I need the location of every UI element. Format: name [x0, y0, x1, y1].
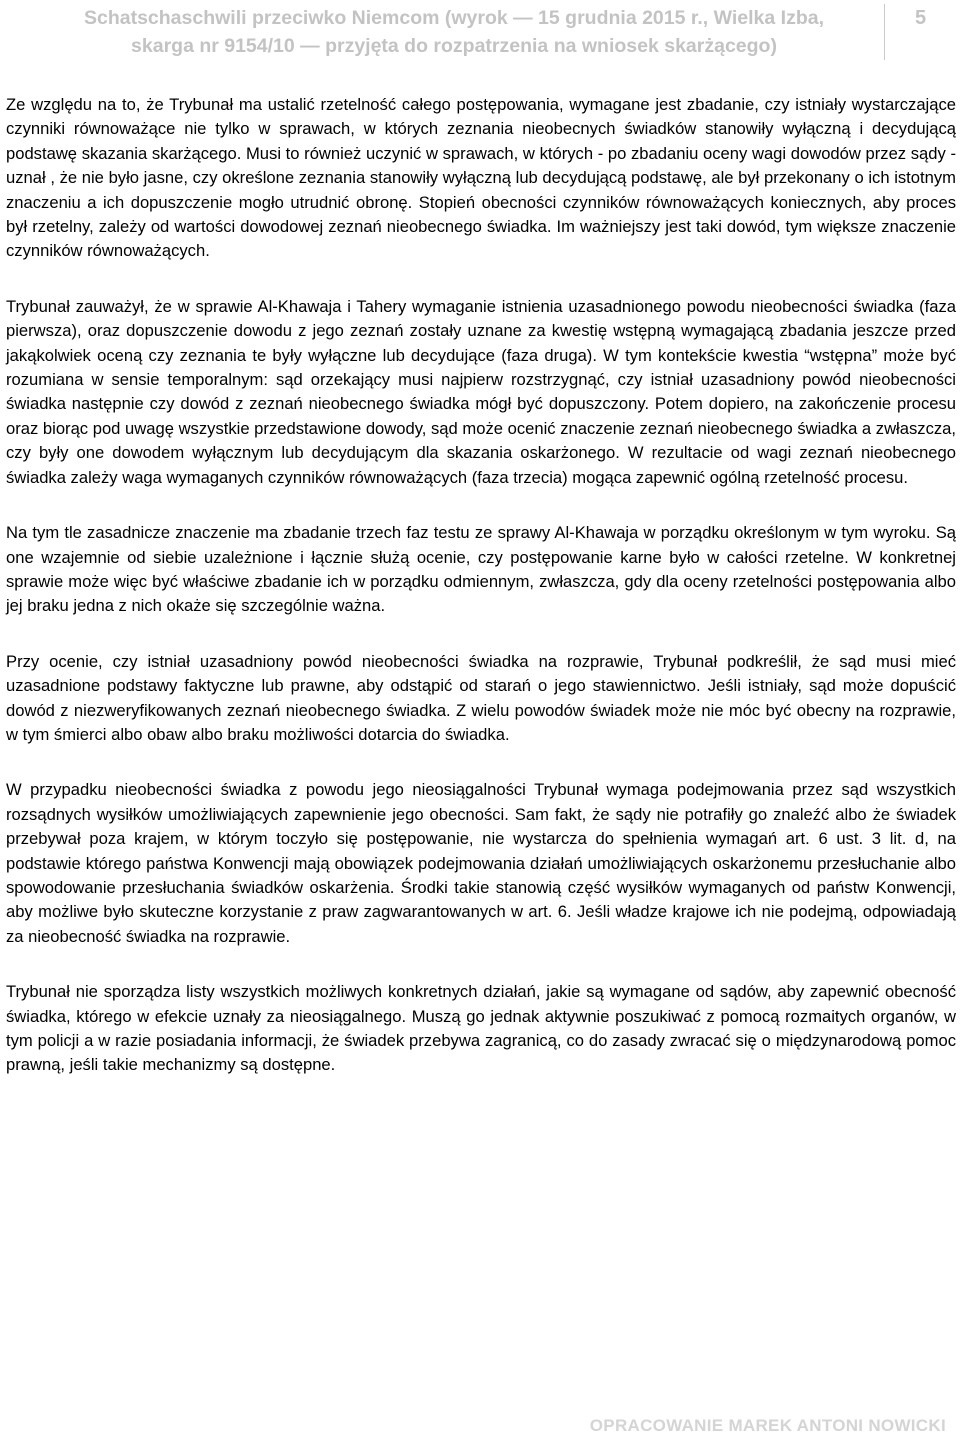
body-paragraph: Na tym tle zasadnicze znaczenie ma zbadanie trzech faz testu ze sprawy Al-Khawaja w porządku określonym w tym wyroku. Są one wzajemnie od siebie uzależnione i łącznie służą ocenie, czy postępowanie karne było w całości rzetelne. W konkretnej sprawie może więc być właściwe zbadanie ich w porządku odmiennym, zwłaszcza, gdy dla oceny rzetelności postępowania albo jej braku jedna z nich okaże się szczególnie ważna. — [6, 523, 956, 616]
body-paragraph: Trybunał nie sporządza listy wszystkich możliwych konkretnych działań, jakie są wymagane od sądów, aby zapewnić obecność świadka, którego w efekcie uznały za nieosiągalnego. Muszą go jednak aktywnie poszukiwać z pomocą rozmaitych organów, w tym policji a w razie posiadania informacji, że świadek przebywa zagranicą, co do zasady zwracać się o międzynarodową pomoc prawną, jeśli takie mechanizmy są dostępne. — [6, 982, 956, 1075]
body-paragraph: W przypadku nieobecności świadka z powodu jego nieosiągalności Trybunał wymaga podejmowania przez sąd wszystkich rozsądnych wysiłków umożliwiających zapewnienie jego obecności. Sam fakt, że sądy nie potrafiły go znaleźć albo że świadek przebywał poza krajem, w którym toczyło się postępowanie, nie wystarcza do spełnienia wymagań art. 6 ust. 3 lit. d, na podstawie którego państwa Konwencji mają obowiązek podejmowania działań umożliwiających oskarżonemu przesłuchanie albo spowodowanie przesłuchania świadków oskarżenia. Środki takie stanowią część wysiłków wymaganych od państw Konwencji, aby możliwe było skuteczne korzystanie z praw zagwarantowanych w art. 6. Jeśli władze krajowe ich nie podejmą, odpowiadają za nieobecność świadka na rozprawie. — [6, 780, 956, 946]
body-paragraph: Przy ocenie, czy istniał uzasadniony powód nieobecności świadka na rozprawie, Trybunał podkreślił, że sąd musi mieć uzasadnione podstawy faktyczne lub prawne, aby odstąpić od starań o jego stawiennictwo. Jeśli istniały, sąd może dopuścić dowód z niezweryfikowanych zeznań nieobecnego świadka. Z wielu powodów świadek może nie móc być obecny na rozprawie, w tym śmierci albo obaw albo braku możliwości dotarcia do świadka. — [6, 651, 956, 744]
body-paragraph: Ze względu na to, że Trybunał ma ustalić rzetelność całego postępowania, wymagane jest zbadanie, czy istniały wystarczające czynniki równoważące nie tylko w sprawach, w których zeznania nieobecnych świadków stanowiły wyłączną i decydującą podstawę skazania skarżącego. Musi to również uczynić w sprawach, w których - po zbadaniu oceny wagi dowodów przez sądy - uznał , że nie było jasne, czy określone zeznania stanowiły wyłączną lub decydującą podstawę, ale był przekonany o ich istotnym znaczeniu a ich dopuszczenie mogło utrudnić obronę. Stopień obecności czynników równoważących koniecznych, aby proces był rzetelny, zależy od wartości dowodowej zeznań nieobecnego świadka. Im ważniejszy jest taki dowód, tym większe znaczenie czynników równoważących. — [6, 95, 956, 261]
footer-author: OPRACOWANIE MAREK ANTONI NOWICKI — [589, 1416, 946, 1435]
page-number: 5 — [915, 7, 927, 29]
body-paragraph: Trybunał zauważył, że w sprawie Al-Khawaja i Tahery wymaganie istnienia uzasadnionego powodu nieobecności świadka (faza pierwsza), oraz dopuszczenie dowodu z jego zeznań zostały uznane za kwestię wstępną wymagającą zbadania jeszcze przed jakąkolwiek oceną czy zeznania te były wyłączne lub decydujące (faza druga). W tym kontekście kwestia “wstępna” może być rozumiana w sensie temporalnym: sąd orzekający musi najpierw rozstrzygnąć, czy istniał uzasadniony powód nieobecności świadka następnie czy dowód z zeznań nieobecnego świadka mógł być dopuszczony. Potem dopiero, na zakończenie procesu oraz biorąc pod uwagę wszystkie przedstawione dowody, sąd może ocenić znaczenie zeznań nieobecnego świadka a zwłaszcza, czy były one dowodem wyłącznym lub decydującym dla skazania oskarżonego. W rezultacie od wagi zeznań nieobecnego świadka zależy waga wymaganych czynników równoważących (faza trzecia) mogąca zapewnić ogólną rzetelność procesu. — [6, 296, 956, 487]
running-header — [34, 4, 874, 60]
header-divider — [884, 4, 885, 60]
document-body — [6, 93, 956, 1109]
header-title-line-2: skarga nr 9154/10 — przyjęta do rozpatrzenia na wniosek skarżącego) — [131, 35, 777, 57]
header-title-line-1: Schatschaschwili przeciwko Niemcom (wyrok — 15 grudnia 2015 r., Wielka Izba, — [83, 7, 825, 29]
